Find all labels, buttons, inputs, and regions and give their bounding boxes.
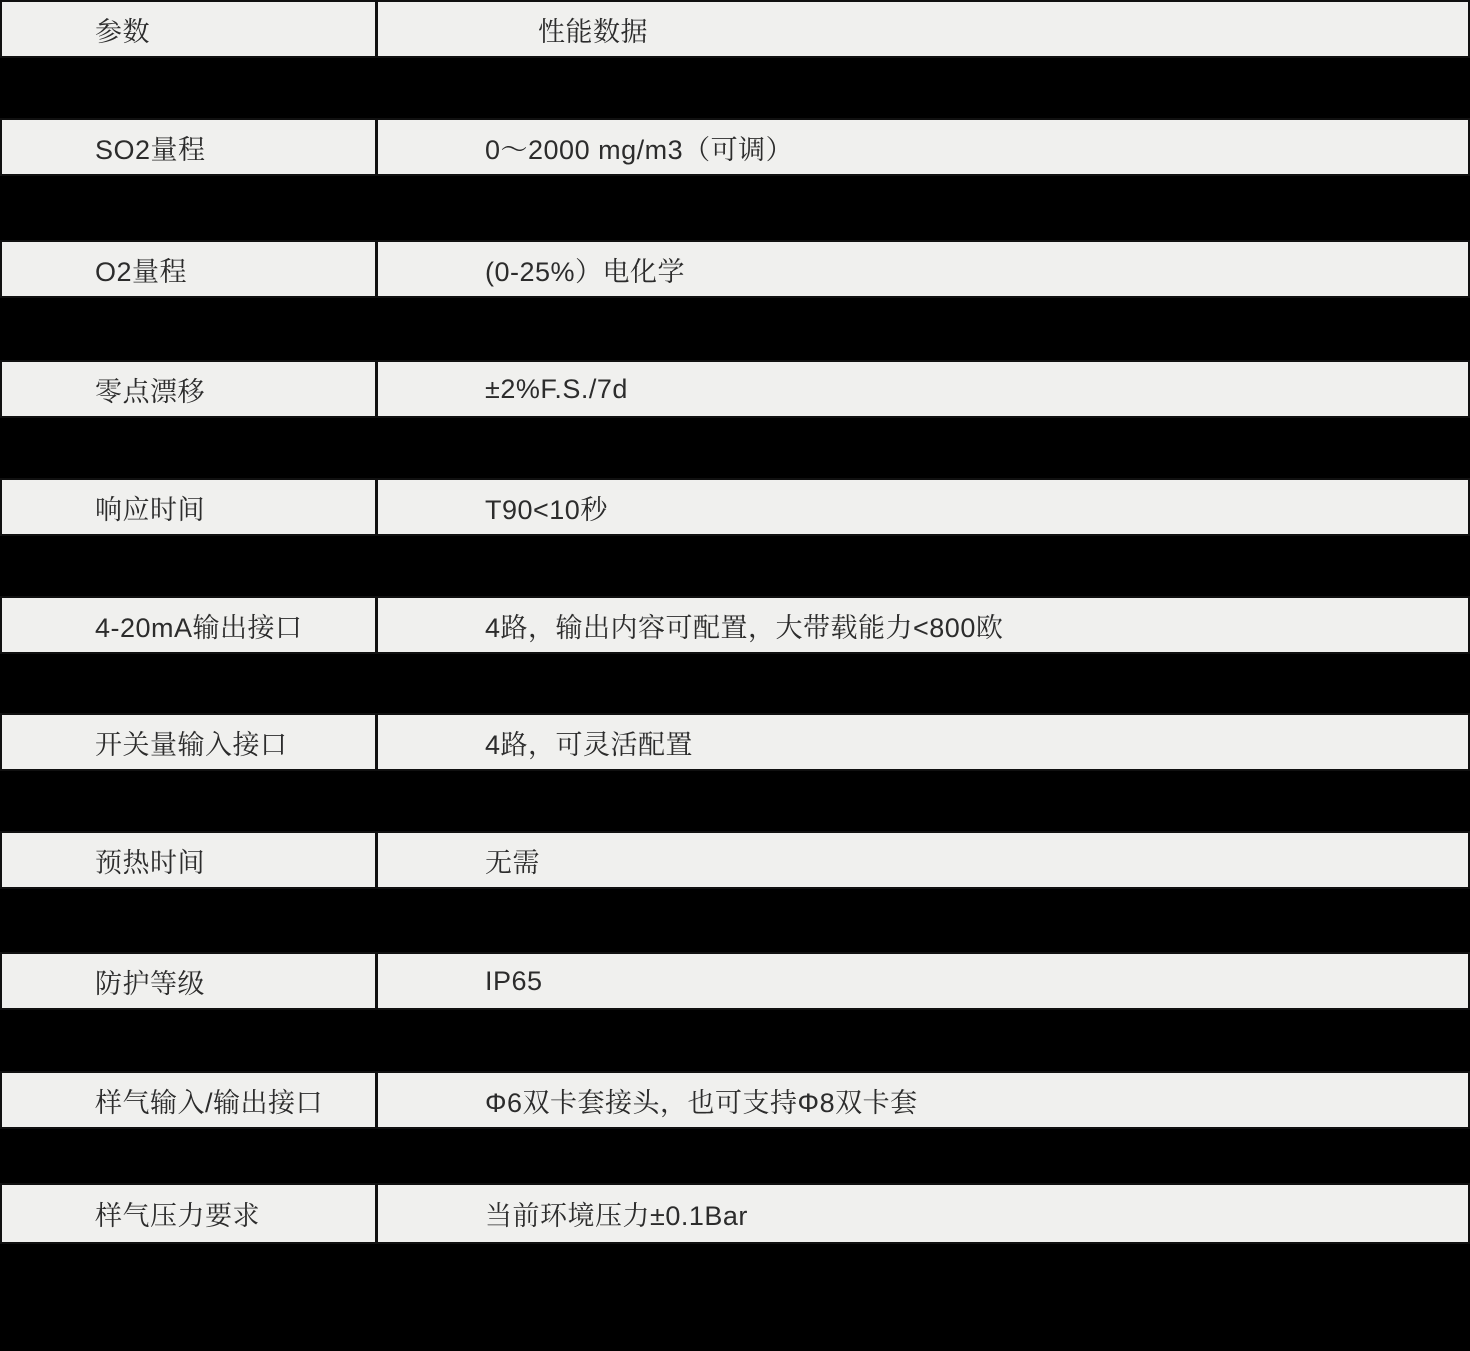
value-label: 4路，可灵活配置 (485, 729, 694, 760)
value-label: 当前环境压力±0.1Bar (485, 1201, 748, 1231)
param-label: 样气压力要求 (95, 1201, 260, 1231)
param-label: 预热时间 (95, 847, 205, 878)
param-cell (2, 120, 378, 174)
value-label: 0～2000 mg/m3（可调） (485, 134, 794, 165)
value-label: T90<10秒 (485, 494, 608, 525)
table-row (0, 831, 1470, 889)
value-cell (378, 480, 1468, 534)
table-row (0, 478, 1470, 536)
table-row (0, 360, 1470, 418)
param-label: SO2量程 (95, 134, 206, 165)
param-cell (2, 954, 378, 1008)
value-label: IP65 (485, 965, 543, 996)
table-row (0, 713, 1470, 771)
value-label: 4路，输出内容可配置，大带载能力<800欧 (485, 612, 1004, 643)
header-value-cell (378, 2, 1468, 56)
value-cell (378, 598, 1468, 652)
param-cell (2, 242, 378, 296)
param-label: 开关量输入接口 (95, 729, 288, 760)
header-value-label: 性能数据 (538, 16, 648, 47)
param-cell (2, 362, 378, 416)
table-row (0, 952, 1470, 1010)
param-cell (2, 598, 378, 652)
value-cell (378, 954, 1468, 1008)
param-label: 零点漂移 (95, 376, 205, 407)
header-param-cell (2, 2, 378, 56)
table-header-row (0, 0, 1470, 58)
table-row (0, 1183, 1470, 1244)
value-cell (378, 362, 1468, 416)
param-label: 防护等级 (95, 968, 205, 999)
param-cell (2, 1073, 378, 1127)
value-label: 无需 (485, 847, 540, 878)
value-cell (378, 1185, 1468, 1242)
value-label: ±2%F.S./7d (485, 373, 628, 404)
param-cell (2, 833, 378, 887)
value-cell (378, 833, 1468, 887)
header-param-label: 参数 (95, 16, 150, 47)
param-cell (2, 480, 378, 534)
table-row (0, 118, 1470, 176)
param-label: 响应时间 (95, 494, 205, 525)
param-label: 4-20mA输出接口 (95, 612, 303, 643)
param-cell (2, 1185, 378, 1242)
param-label: 样气输入/输出接口 (95, 1087, 324, 1118)
table-row (0, 596, 1470, 654)
value-cell (378, 715, 1468, 769)
value-cell (378, 120, 1468, 174)
param-label: O2量程 (95, 256, 188, 287)
value-cell (378, 242, 1468, 296)
value-label: Φ6双卡套接头，也可支持Φ8双卡套 (485, 1087, 918, 1118)
table-row (0, 240, 1470, 298)
value-cell (378, 1073, 1468, 1127)
value-label: (0-25%）电化学 (485, 256, 686, 287)
param-cell (2, 715, 378, 769)
table-row (0, 1071, 1470, 1129)
